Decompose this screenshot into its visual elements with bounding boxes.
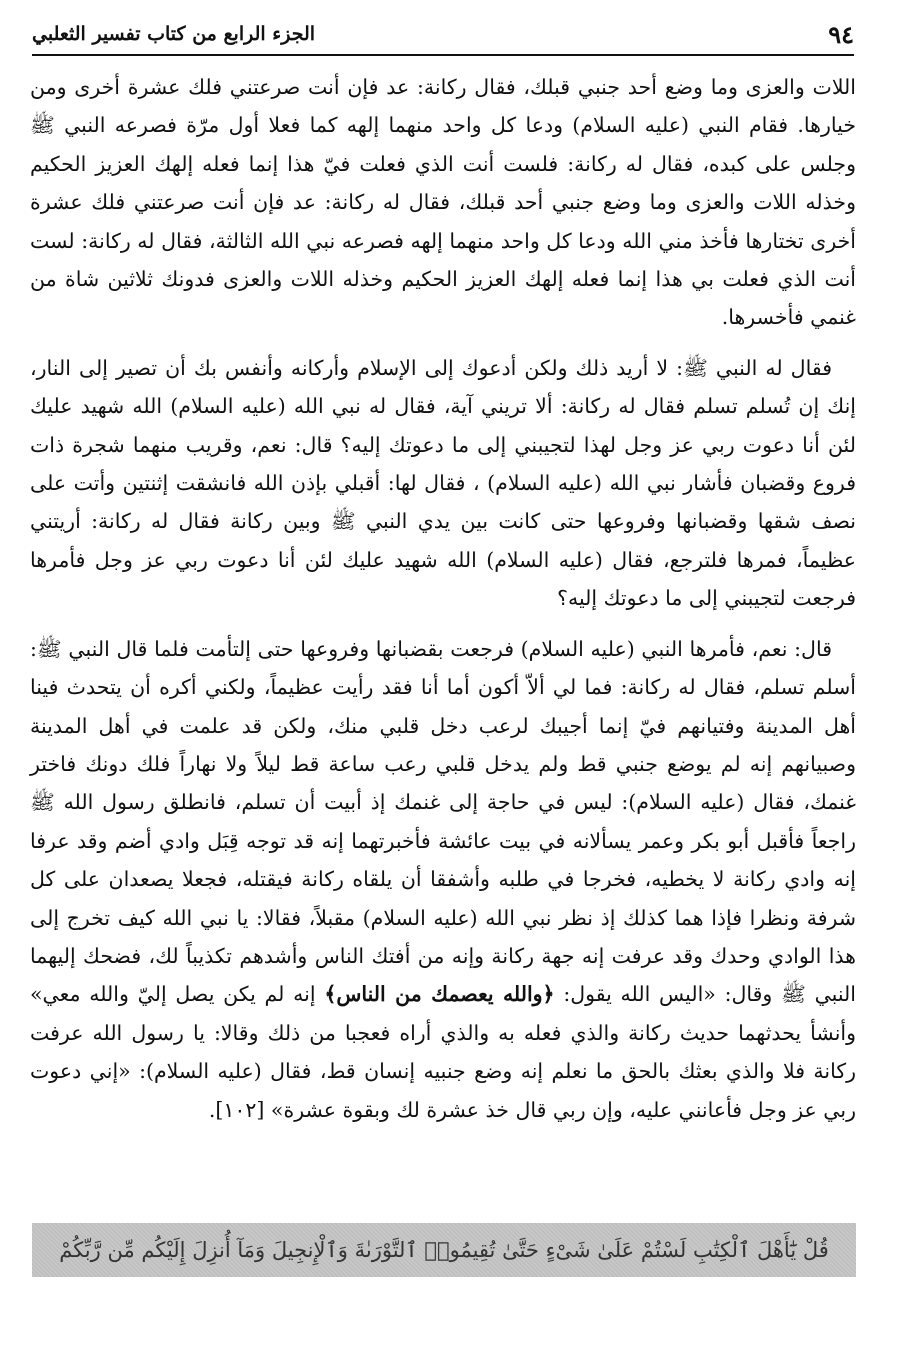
body-text [30,68,856,1141]
verse-banner [32,1223,856,1277]
page-number: ٩٤ [828,19,854,49]
paragraph-1: اللات والعزى وما وضع أحد جنبي قبلك، فقال ركانة: عد فإن أنت صرعتني فلك عشرة أخرى ومن خيارها. فقام النبي (عليه السلام) ودعا كل واحد منهما إلهه كما فعلا أول مرّة فصرعه النبي ﷺ وجلس على كبده، فقال له ركانة: فلست أنت الذي فعلت فيّ هذا إنما فعله إلهك العزيز الحكيم وخذله اللات والعزى وما وضع جنبي أحد قبلك، فقال له ركانة: عد فإن أنت صرعتني فلك عشرة أخرى تختارها فأخذ مني الله ودعا كل واحد منهما إلهه فصرعه نبي الله الثالثة، فقال له ركانة: لست أنت الذي فعلت بي هذا إنما فعله إلهك العزيز الحكيم وخذله اللات والعزى فدونك ثلاثين شاة من غنمي فأخسرها. [30,75,856,330]
verse-text: قُلْ يَٰٓأَهْلَ ٱلْكِتَٰبِ لَسْتُمْ عَلَىٰ شَىْءٍ حَتَّىٰ تُقِيمُوا۟ ٱلتَّوْرَىٰةَ وَٱلْإِنجِيلَ وَمَآ أُنزِلَ إِلَيْكُم مِّن رَّبِّكُمْ [59,1238,829,1262]
paragraph-3-text-b: إنه لم يكن يصل إليّ والله معي» وأنشأ يحدثهما حديث ركانة والذي فعله به والذي أراه فعجبا من ذلك وقالا: يا رسول الله عرفت ركانة فلا والذي بعثك بالحق ما نعلم إنه وضع جنبيه إنسان قط، فقال (عليه السلام): «إني دعوت ربي عز وجل فأعانني عليه، وإن ربي قال خذ عشرة لك وبقوة عشرة» [١٠٢]. [30,982,856,1122]
paragraph-2: فقال له النبي ﷺ: لا أريد ذلك ولكن أدعوك إلى الإسلام وأركانه وأنفس بك أن تصير إلى النار، إنك إن تُسلم تسلم فقال له ركانة: ألا تريني آية، فقال له نبي الله (عليه السلام) الله شهيد عليك لئن أنا دعوت ربي عز وجل لهذا لتجيبني إلى ما دعوتك إليه؟ قال: نعم، وقريب منهما شجرة ذات فروع وقضبان فأشار نبي الله (عليه السلام) ، فقال لها: أقبلي بإذن الله فانشقت إثنتين وأتت على نصف شقها وقضبانها وفروعها حتى كانت بين يدي النبي ﷺ وبين ركانة فقال له ركانة: أريتني عظيماً، فمرها فلترجع، فقال (عليه السلام) الله شهيد عليك لئن أنا دعوت ربي عز وجل فأمرها فرجعت لتجيبني إلى ما دعوتك إليه؟ [30,355,856,611]
paragraph-3 [30,630,856,1129]
header-divider [32,54,854,56]
paragraph-3-text-a: قال: نعم، فأمرها النبي (عليه السلام) فرجعت بقضبانها وفروعها حتى إلتأمت فلما قال النبي ﷺ: أسلم تسلم، فقال له ركانة: فما لي ألاّ أكون أما أنا فقد رأيت عظيماً، ولكني أكره أن يتحدث فينا أهل المدينة وفتيانهم فيّ إنما أجيبك لرعب دخل قلبي منك، ولكن قد علمت في أهل المدينة وصبيانهم إنه لم يوضع جنبي قط ولم يدخل قلبي رعب ساعة قط ليلاً ولا نهاراً فلك دونك فاختر غنمك، فقال (عليه السلام): ليس في حاجة إلى غنمك إذ أبيت أن تسلم، فانطلق رسول الله ﷺ راجعاً فأقبل أبو بكر وعمر يسألانه في بيت عائشة فأخبرتهما إنه قد توجه قِبَل وادي أضم وقد عرفا إنه وادي ركانة لا يخطيه، فخرجا في طلبه وأشفقا أن يلقاه ركانة فيقتله، فجعلا يصعدان على كل شرفة ونظرا فإذا هما كذلك إذ نظر نبي الله (عليه السلام) مقبلاً، فقالا: يا نبي الله كيف تخرج إلى هذا الوادي وحدك وقد عرفت إنه جهة ركانة وإنه من أفتك الناس وأشدهم تكذيباً لك، فضحك إليهما النبي ﷺ وقال: «اليس الله يقول: [30,636,856,1007]
page-header [32,16,854,52]
running-title: الجزء الرابع من كتاب تفسير الثعلبي [32,23,316,45]
quran-quote: ﴿والله يعصمك من الناس﴾ [324,982,555,1007]
